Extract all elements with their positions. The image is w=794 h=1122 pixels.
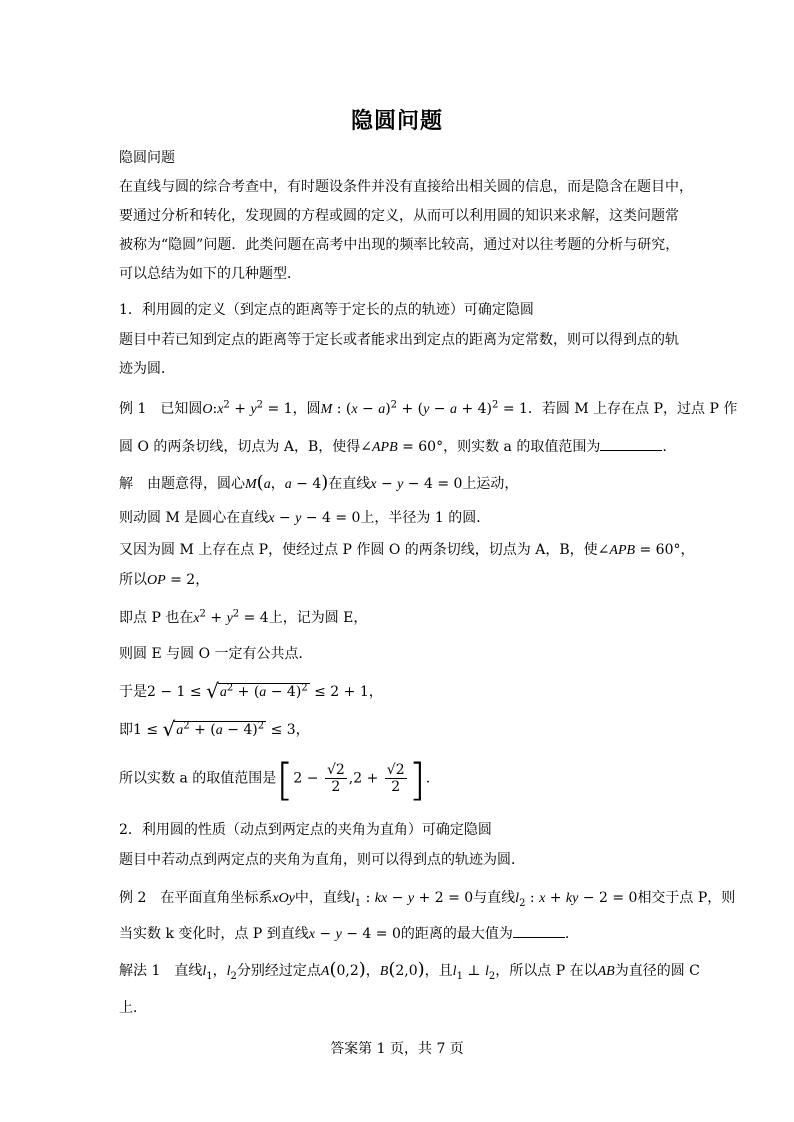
example2-line-1: 例 2 在平面直角坐标系xOy中，直线$l_1$ : kx − y + 2 = 0与直线$l_2$ : x + ky − 2 = 0相交于点 P，则 bbox=[119, 890, 736, 909]
type1-desc-1: 题目中若已知到定点的距离等于定长或者能求出到定点的距离为定常数，则可以得到点的轨 bbox=[119, 332, 679, 348]
solution1-line-2: 则动圆 M 是圆心在直线x − y − 4 = 0上，半径为 1 的圆． bbox=[119, 510, 491, 526]
intro-line-1: 在直线与圆的综合考查中，有时题设条件并没有直接给出相关圆的信息，而是隐含在题目中， bbox=[119, 179, 693, 195]
answer-blank bbox=[600, 438, 662, 451]
page-title: 隐圆问题 bbox=[350, 109, 443, 134]
solution1-line-4: 所以OP = 2， bbox=[119, 572, 210, 588]
section-heading: 隐圆问题 bbox=[119, 150, 175, 166]
solution1-line-1: 解 由题意得，圆心M(a，a − 4)在直线x − y − 4 = 0上运动， bbox=[119, 472, 519, 493]
page-footer: 答案第 1 页，共 7 页 bbox=[330, 1041, 464, 1057]
solution1-line-5: 即点 P 也在$x^2 + y^2 = 4$上，记为圆 E， bbox=[119, 608, 368, 626]
solution2-line-1: 解法 1 直线$l_1$，$l_2$分别经过定点A(0,2)，B(2,0)，且$l_1$ ⊥ $l_2$，所以点 P 在以AB为直径的圆 C bbox=[119, 959, 700, 982]
type1-heading: 1．利用圆的定义（到定点的距离等于定长的点的轨迹）可确定隐圆 bbox=[119, 302, 534, 318]
solution1-line-3: 又因为圆 M 上存在点 P，使经过点 P 作圆 O 的两条切线，切点为 A，B，使∠APB = 60°， bbox=[119, 542, 695, 558]
solution1-line-9: 所以实数 a 的取值范围是[2 − $\frac{√2}{2}$ ,2 + $\frac{√2}{2}$ ]. bbox=[119, 754, 431, 806]
answer-blank-2 bbox=[513, 925, 565, 938]
intro-line-4: 可以总结为如下的几种题型． bbox=[119, 266, 301, 282]
solution1-line-6: 则圆 E 与圆 O 一定有公共点． bbox=[119, 646, 313, 662]
intro-line-3: 被称为“隐圆”问题．此类问题在高考中出现的频率比较高，通过对以往考题的分析与研究， bbox=[119, 237, 680, 253]
solution1-line-7: 于是$2 - 1 \le √a^2 + (a - 4)^2 \le 2 + 1$， bbox=[119, 679, 383, 703]
intro-line-2: 要通过分析和转化，发现圆的方程或圆的定义，从而可以利用圆的知识来求解，这类问题常 bbox=[119, 208, 679, 224]
example2-line-2: 当实数 k 变化时，点 P 到直线x − y − 4 = 0的距离的最大值为 . bbox=[119, 926, 570, 942]
example1-line-1: 例 1 已知圆$O:x^2 + y^2 = 1$，圆M : $(x - a)^2 + (y - a + 4)^2 = 1$．若圆 M 上存在点 P，过点 P 作 bbox=[119, 399, 738, 417]
type2-heading: 2．利用圆的性质（动点到两定点的夹角为直角）可确定隐圆 bbox=[119, 822, 492, 838]
type2-desc: 题目中若动点到两定点的夹角为直角，则可以得到点的轨迹为圆． bbox=[119, 852, 525, 868]
type1-desc-2: 迹为圆． bbox=[119, 361, 175, 377]
solution2-line-2: 上． bbox=[119, 1000, 147, 1016]
example1-line-2: 圆 O 的两条切线，切点为 A，B，使得∠APB = 60°，则实数 a 的取值范围为 . bbox=[119, 439, 667, 455]
solution1-line-8: 即$1 \le √a^2 + (a - 4)^2 \le 3$， bbox=[119, 717, 310, 741]
